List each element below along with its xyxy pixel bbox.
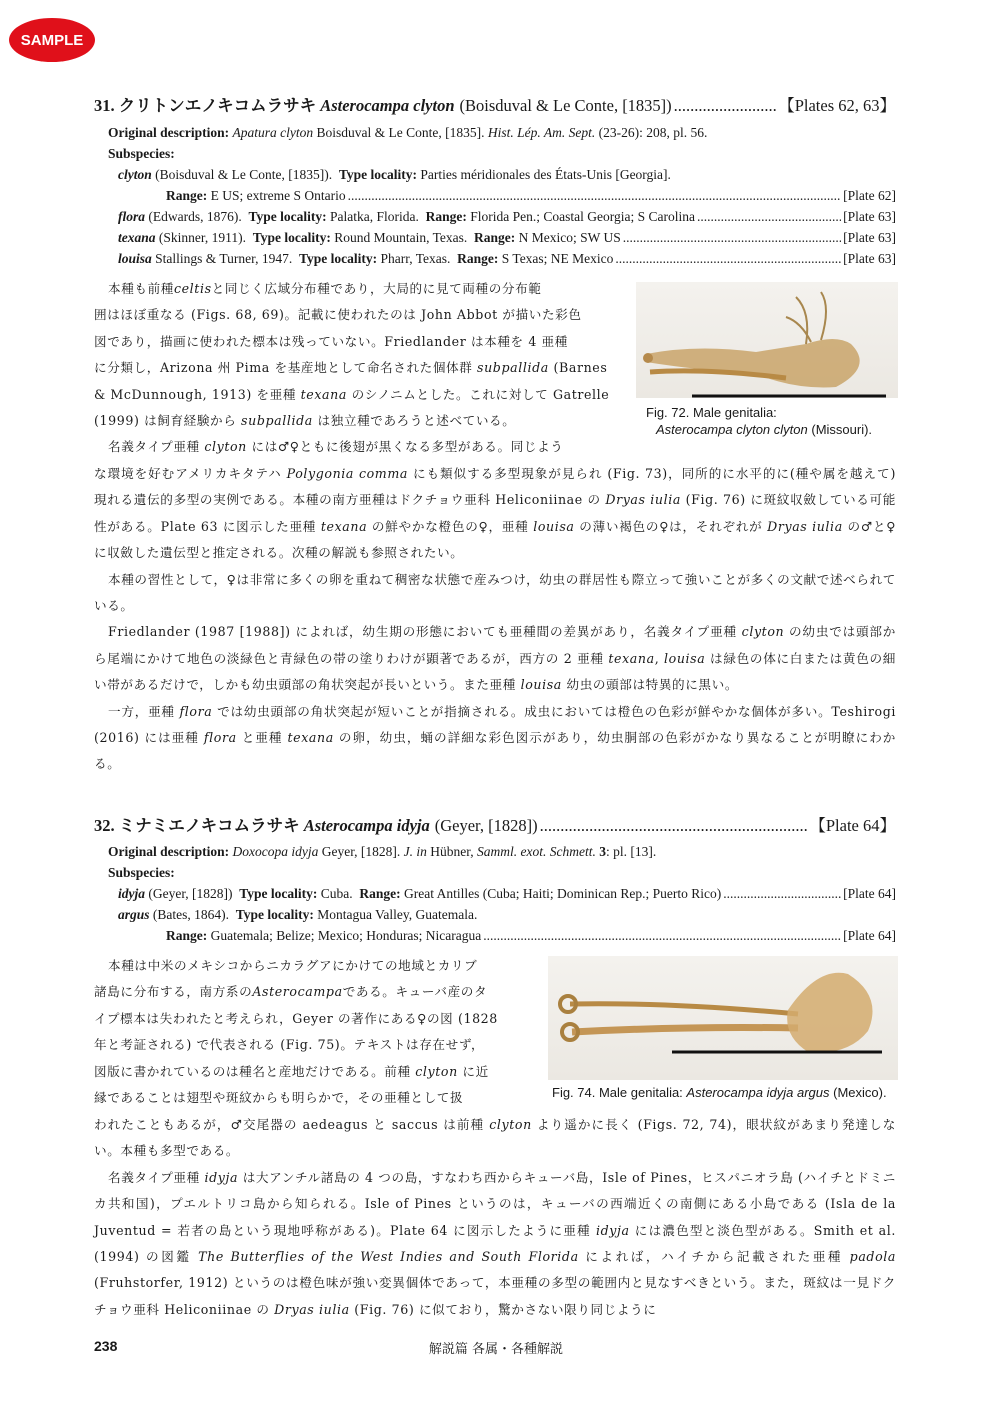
species-31-meta: Original description: Apatura clyton Boisduval & Le Conte, [1835]. Hist. Lép. Am. Sept. (23-26): 208, pl. 56. Subspecies: clyton (Boisduval & Le Conte, [1835]). Type locality: Parties méridionales des États-Unis [Georgia]. Range: E US; extreme S Ontario ..... [Plate 62] flora (Edwards, 1876). Type locality: Palatka, Florida. Range: Florida Pen.; Coastal Georgia; S Carolina ..... [Plate 63] texana (Skinner, 1911). Type locality: Round Mountain, Texas. Range: N Mexico; SW US ..... [Plate 63] louisa Stallings & Turner, 1947. Type locality: Pharr, Texas. Range: S Texas; NE Mexico ..... [Plate 63] (94, 122, 896, 269)
figure-72-caption: Fig. 72. Male genitalia: Asterocampa clyton clyton (Missouri). (646, 405, 873, 437)
species-31-title: 31. クリトンエノキコムラサキ Asterocampa clyton (Boisduval & Le Conte, [1835]) ..... 【Plates 62, 63】 (94, 92, 896, 116)
figure-72 (636, 282, 898, 442)
species-32-header (94, 812, 896, 946)
species-32-body (94, 1112, 896, 1323)
species-32-title: 32. ミナミエノキコムラサキ Asterocampa idyja (Geyer, [1828]) ..... 【Plate 64】 (94, 812, 896, 836)
paragraph: Friedlander (1987 [1988]) によれば，幼生期の形態においても亜種間の差異があり，名義タイプ亜種 clyton の幼虫では頭部から尾端にかけて地色の淡緑色と青緑色の帯の塗りわけが顕著であるが，西方の 2 亜種 texana, louisa は緑色の体に白または黄色の細い帯があるだけで，しかも幼虫頭部の角状突起が長いという。また亜種 louisa 幼虫の頭部は特異的に黒い。 (94, 624, 896, 693)
species-32-wrap-text: 本種は中米のメキシコからニカラグアにかけての地域とカリブ 諸島に分布する，南方系のAsterocampaである。キューバ産のタ イプ標本は失われたと考えられ，Geyer の著作にある♀の図 (1828 年と考証される) で代表される (Fig. 75)。テキストは存在せず， 図版に書かれているのは種名と産地だけである。前種 clyton に近 縁であることは翅型や斑紋からも明らかで，その亜種として扱 (94, 958, 498, 1106)
page-number: 238 (94, 1338, 118, 1354)
figure-74 (548, 956, 898, 1106)
sample-badge: SAMPLE (9, 18, 95, 62)
paragraph: 一方，亜種 flora では幼虫頭部の角状突起が短いことが指摘される。成虫においては橙色の色彩が鮮やかな個体が多い。Teshirogi (2016) には亜種 flora と亜種 texana の卵，幼虫，蛹の詳細な彩色図示があり，幼虫胴部の色彩がかなり異なることが明瞭にわかる。 (94, 703, 896, 772)
species-32-meta: Original description: Doxocopa idyja Geyer, [1828]. J. in Hübner, Samml. exot. Schmett. 3: pl. [13]. Subspecies: idyja (Geyer, [1828]) Type locality: Cuba. Range: Great Antilles (Cuba; Haiti; Dominican Rep.; Puerto Rico) ..... [Plate 64] argus (Bates, 1864). Type locality: Montagua Valley, Guatemala. Range: Guatemala; Belize; Mexico; Honduras; Nicaragua ..... [Plate 64] (94, 841, 896, 946)
genitalia-photo (636, 282, 898, 398)
paragraph: な環境を好むアメリカキタテハ Polygonia comma にも類似する多型現象が見られ (Fig. 73)，同所的に水平的に(種や属を越えて) 現れる遺伝的多型の実例である。本種の南方亜種はドクチョウ亜科 Heliconiinae の Dryas iulia (Fig. 76) に斑紋収斂している可能性がある。Plate 63 に図示した亜種 texana の鮮やかな橙色の♀，亜種 louisa の薄い褐色の♀は，それぞれが Dryas iulia の♂と♀に収斂した遺伝型と推定される。次種の解説も参照されたい。 (94, 466, 897, 561)
plate-ref: 【Plates 62, 63】 (778, 96, 896, 115)
section-footer: 解説篇 各属・各種解説 (428, 1342, 564, 1357)
paragraph: われたこともあるが，♂交尾器の aedeagus と saccus は前種 clyton より遥かに長く (Figs. 72, 74)，眼状紋があまり発達しない。本種も多型である。 (94, 1117, 896, 1159)
species-31-header (94, 92, 896, 269)
figure-74-caption: Fig. 74. Male genitalia: Asterocampa idyja argus (Mexico). (552, 1085, 887, 1100)
paragraph: 本種の習性として，♀は非常に多くの卵を重ねて稠密な状態で産みつけ，幼虫の群居性も際立って強いことが多くの文献で述べられている。 (94, 571, 896, 614)
plate-ref: 【Plate 64】 (809, 816, 896, 835)
species-31-body (94, 461, 896, 778)
species-31-wrap-text: 本種も前種celtisと同じく広域分布種であり，大局的に見て両種の分布範 囲はほぼ重なる (Figs. 68, 69)。記載に使われたのは John Abbot が描いた彩色 図であり，描画に使われた標本は残っていない。Friedlander は本種を 4 亜種 に分類し，Arizona 州 Pima を基産地として命名された個体群 subpallida (Barnes & McDunnough, 1913) を亜種 texana のシノニムとした。これに対して Gatrelle (1999) は飼育経験から subpallida は独立種であろうと述べている。 名義タイプ亜種 clyton には♂♀ともに後翅が黒くなる多型がある。同じよう (94, 281, 610, 455)
paragraph: 名義タイプ亜種 idyja は大アンチル諸島の 4 つの島，すなわち西からキューバ島，Isle of Pines，ヒスパニオラ島 (ハイチとドミニカ共和国)，プエルトリコ島から知られる。Isle of Pines というのは，キューバの西端近くの南側にある小島である (Isla de la Juventud = 若者の島という現地呼称がある)。Plate 64 に図示したように亜種 idyja には濃色型と淡色型がある。Smith et al. (1994) の図鑑 The Butterflies of the West Indies and South Florida によれば，ハイチから記載された亜種 padola (Fruhstorfer, 1912) というのは橙色味が強い変異個体であって，本亜種の多型の範囲内と見なすべきという。また，斑紋は一見ドクチョウ亜科 Heliconiinae の Dryas iulia (Fig. 76) に似ており，驚かさない限り同じように (94, 1169, 897, 1317)
genitalia-photo (548, 956, 898, 1080)
